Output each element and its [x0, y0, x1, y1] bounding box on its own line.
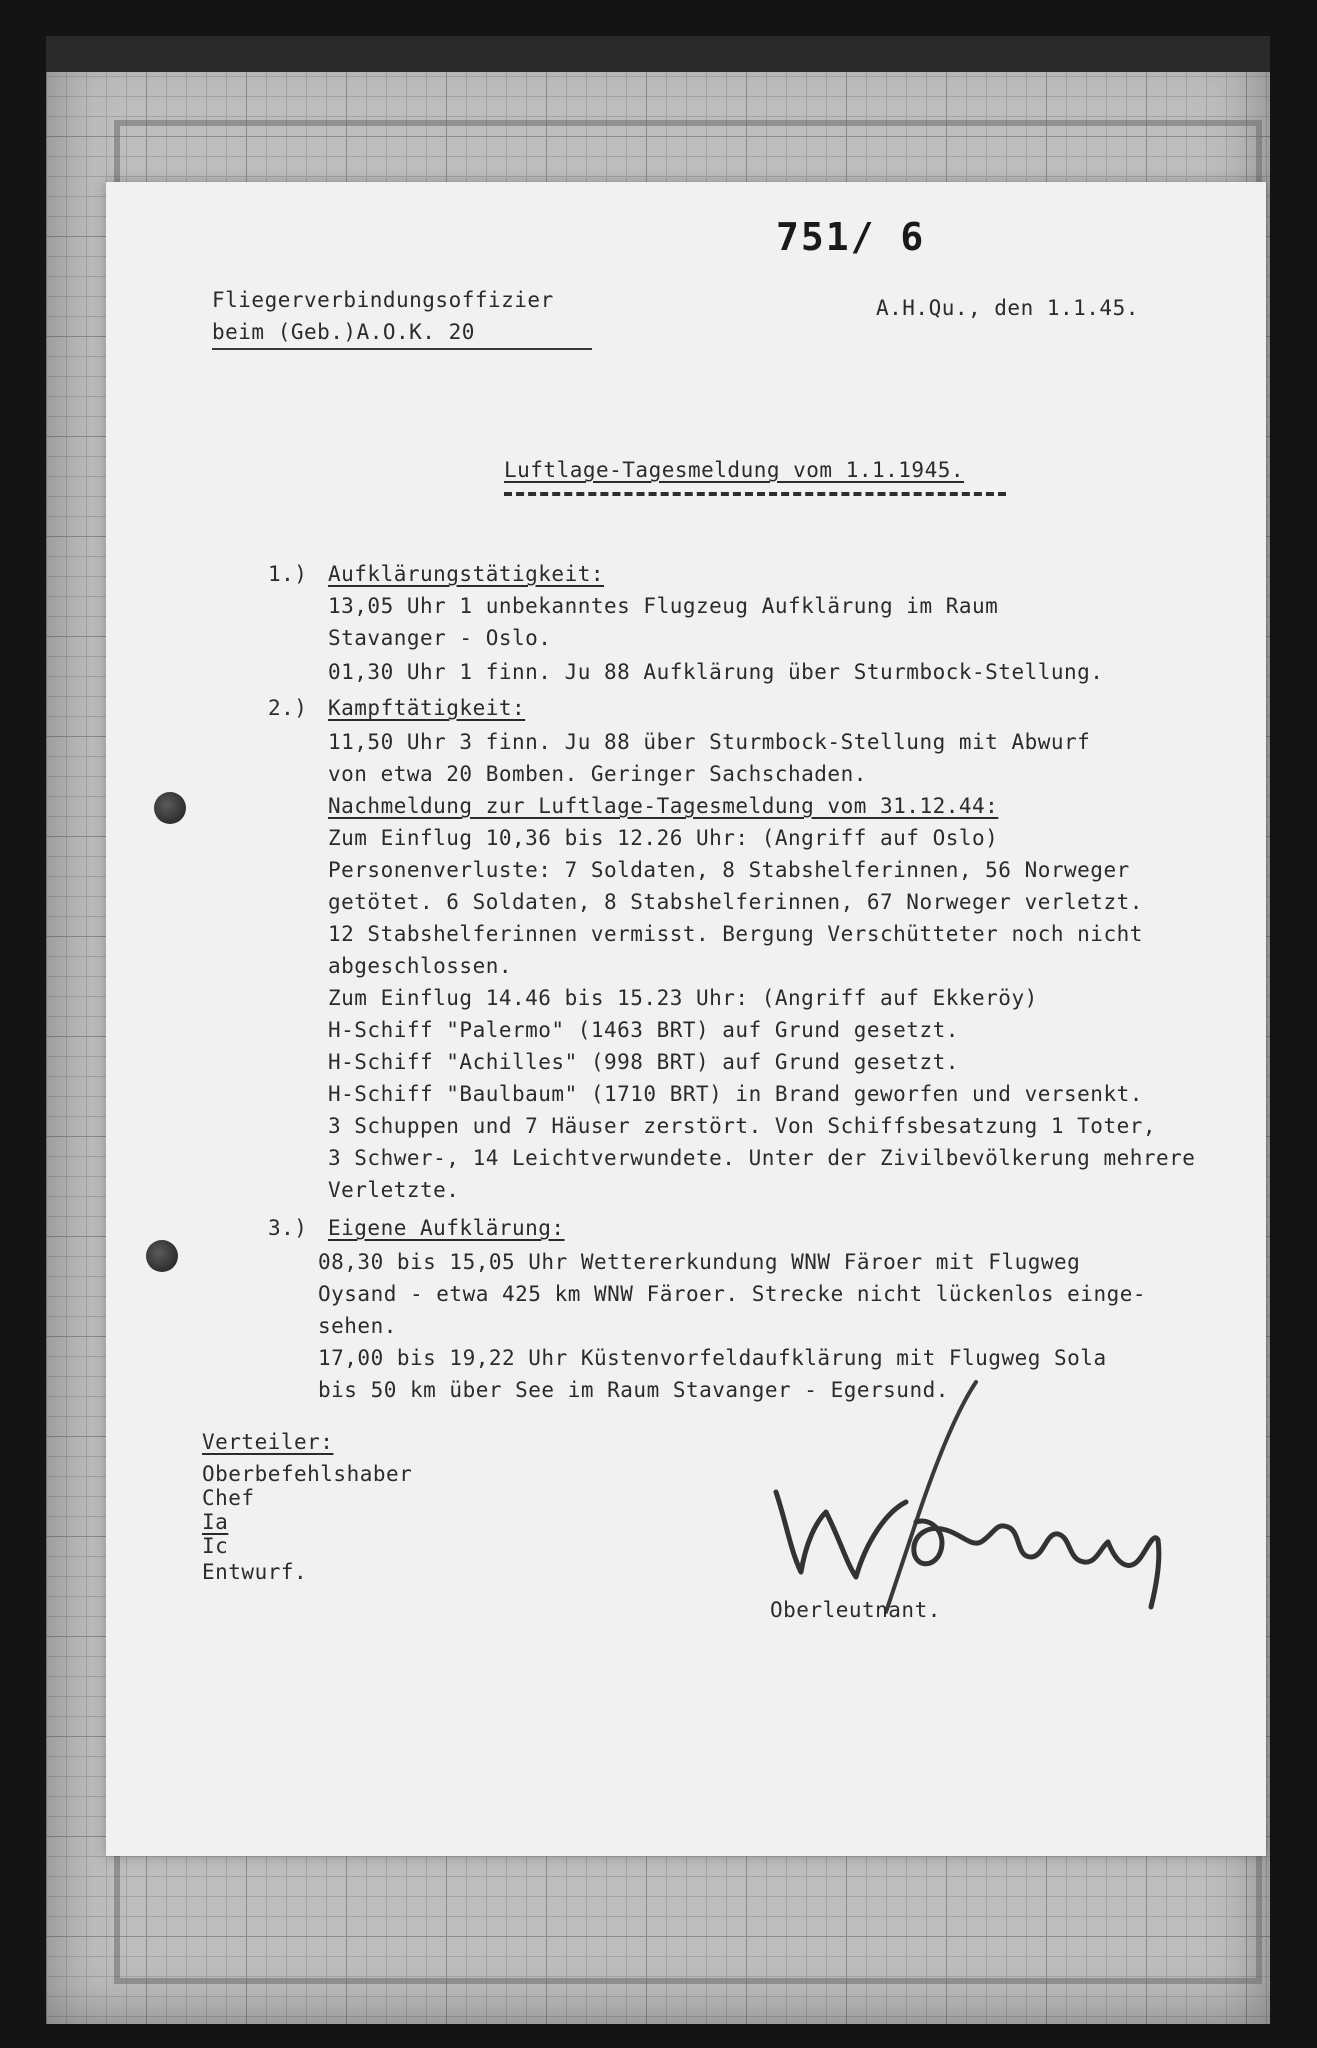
distribution-item: Entwurf. — [202, 1560, 308, 1584]
section-3-line: bis 50 km über See im Raum Stavanger - Egersund. — [318, 1378, 949, 1402]
section-1-line: 13,05 Uhr 1 unbekanntes Flugzeug Aufklärung im Raum — [328, 594, 999, 618]
followup-line: Verletzte. — [328, 1178, 460, 1202]
section-1-line: Stavanger - Oslo. — [328, 626, 552, 650]
followup-line: 3 Schuppen und 7 Häuser zerstört. Von Schiffsbesatzung 1 Toter, — [328, 1114, 1157, 1138]
followup-line: 3 Schwer-, 14 Leichtverwundete. Unter der Zivilbevölkerung mehrere — [328, 1146, 1196, 1170]
followup-heading: Nachmeldung zur Luftlage-Tagesmeldung vom 31.12.44: — [328, 794, 999, 818]
followup-line: Personenverluste: 7 Soldaten, 8 Stabshelferinnen, 56 Norweger — [328, 858, 1130, 882]
place-date: A.H.Qu., den 1.1.45. — [876, 296, 1139, 320]
followup-line: getötet. 6 Soldaten, 8 Stabshelferinnen, 67 Norweger verletzt. — [328, 890, 1143, 914]
section-3-line: 08,30 bis 15,05 Uhr Wettererkundung WNW Färoer mit Flugweg — [318, 1250, 1081, 1274]
followup-line: H-Schiff "Achilles" (998 BRT) auf Grund gesetzt. — [328, 1050, 959, 1074]
section-2-line: 11,50 Uhr 3 finn. Ju 88 über Sturmbock-Stellung mit Abwurf — [328, 730, 1091, 754]
followup-line: H-Schiff "Baulbaum" (1710 BRT) in Brand geworfen und versenkt. — [328, 1082, 1143, 1106]
section-3-line: 17,00 bis 19,22 Uhr Küstenvorfeldaufklärung mit Flugweg Sola — [318, 1346, 1107, 1370]
section-3-heading: Eigene Aufklärung: — [328, 1216, 565, 1240]
report-title: Luftlage-Tagesmeldung vom 1.1.1945. — [504, 458, 965, 482]
followup-line: Zum Einflug 14.46 bis 15.23 Uhr: (Angriff auf Ekkeröy) — [328, 986, 1038, 1010]
handwritten-signature — [746, 1372, 1236, 1632]
section-2-heading: Kampftätigkeit: — [328, 696, 526, 720]
section-3-line: sehen. — [318, 1314, 397, 1338]
section-3-number: 3.) — [268, 1216, 308, 1240]
distribution-item: Chef — [202, 1486, 255, 1510]
distribution-item: Ia — [202, 1510, 229, 1534]
section-1-line: 01,30 Uhr 1 finn. Ju 88 Aufklärung über Sturmbock-Stellung. — [328, 660, 1104, 684]
followup-line: H-Schiff "Palermo" (1463 BRT) auf Grund gesetzt. — [328, 1018, 959, 1042]
section-1-number: 1.) — [268, 562, 308, 586]
punch-hole — [154, 792, 186, 824]
followup-line: 12 Stabshelferinnen vermisst. Bergung Verschütteter noch nicht — [328, 922, 1143, 946]
followup-line: abgeschlossen. — [328, 954, 513, 978]
followup-line: Zum Einflug 10,36 bis 12.26 Uhr: (Angriff auf Oslo) — [328, 826, 999, 850]
section-3-line: Oysand - etwa 425 km WNW Färoer. Strecke nicht lückenlos einge- — [318, 1282, 1147, 1306]
section-1-heading: Aufklärungstätigkeit: — [328, 562, 605, 586]
file-number: 751/ 6 — [776, 215, 926, 259]
distribution-item: Oberbefehlshaber — [202, 1462, 413, 1486]
title-double-underline — [504, 492, 1006, 496]
section-2-line: von etwa 20 Bomben. Geringer Sachschaden. — [328, 762, 867, 786]
distribution-heading: Verteiler: — [202, 1430, 334, 1454]
distribution-item: Ic — [202, 1534, 229, 1558]
sender-underline — [212, 348, 592, 350]
sender-line-1: Fliegerverbindungsoffizier — [212, 288, 554, 312]
section-2-number: 2.) — [268, 696, 308, 720]
punch-hole — [146, 1240, 178, 1272]
signature-rank: Oberleutnant. — [770, 1598, 941, 1622]
sender-line-2: beim (Geb.)A.O.K. 20 — [212, 320, 475, 344]
typed-report-page — [106, 182, 1266, 1856]
